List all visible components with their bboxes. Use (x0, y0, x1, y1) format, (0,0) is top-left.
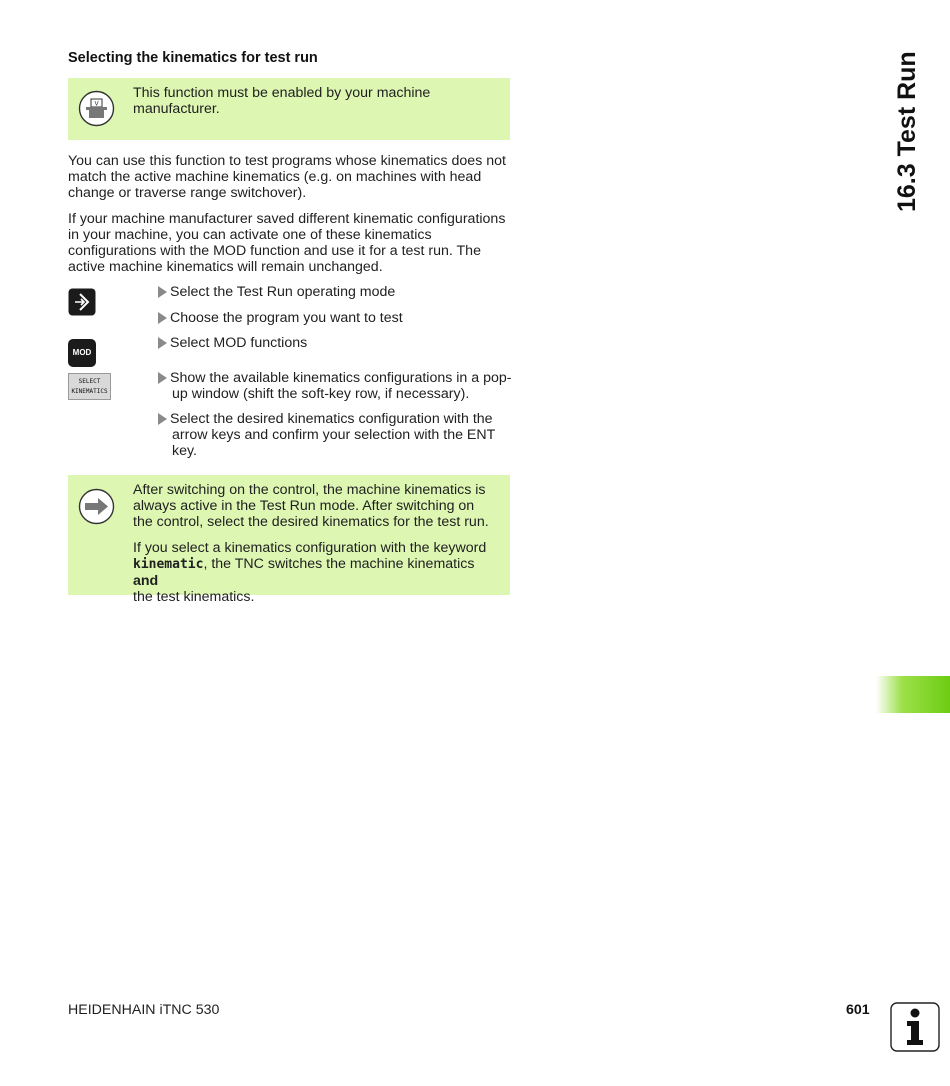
step-text: Select the Test Run operating mode (170, 284, 396, 300)
note-line: After switching on the control, the machine kinematics is (133, 482, 486, 498)
notice-line: manufacturer. (133, 101, 220, 117)
step-text: Choose the program you want to test (170, 310, 403, 326)
step-text: arrow keys and confirm your selection with the ENT (172, 427, 496, 443)
step-arrow-icon (158, 312, 167, 324)
note-line (133, 556, 502, 589)
softkey-label: KINEMATICS (71, 388, 108, 395)
chapter-tab-marker (876, 676, 950, 713)
configuration-paragraph (68, 211, 510, 275)
svg-text:V: V (94, 100, 99, 108)
intro-paragraph (68, 153, 510, 201)
keyword-kinematic: kinematic (133, 557, 204, 572)
paragraph-line: You can use this function to test programs whose kinematics does not (68, 153, 506, 169)
note-line: the test kinematics. (133, 589, 255, 605)
step-select-test-run (158, 284, 526, 300)
note-text: , the TNC switches the machine kinematics (203, 556, 475, 572)
paragraph-line: If your machine manufacturer saved different kinematic configurations (68, 211, 506, 227)
step-select-configuration (158, 411, 526, 459)
step-choose-program (158, 310, 526, 326)
section-heading: Selecting the kinematics for test run (68, 50, 318, 66)
step-text: Select MOD functions (170, 335, 308, 351)
paragraph-line: in your machine, you can activate one of these kinematics (68, 227, 432, 243)
note-emphasis: and (133, 573, 159, 589)
test-run-mode-key-icon (68, 288, 96, 316)
mod-key-icon: MOD (68, 339, 96, 367)
select-kinematics-softkey-icon (68, 373, 111, 400)
step-arrow-icon (158, 413, 167, 425)
paragraph-line: active machine kinematics will remain unchanged. (68, 259, 383, 275)
step-select-mod (158, 335, 526, 351)
step-text: Select the desired kinematics configuration with the (170, 411, 493, 427)
step-text: up window (shift the soft-key row, if necessary). (172, 386, 470, 402)
softkey-label: SELECT (78, 378, 101, 385)
notice-line: This function must be enabled by your machine (133, 85, 431, 101)
footer-product-name: HEIDENHAIN iTNC 530 (68, 1002, 220, 1018)
note-line: the control, select the desired kinematics for the test run. (133, 514, 489, 530)
paragraph-line: match the active machine kinematics (e.g. on machines with head (68, 169, 482, 185)
step-text: Show the available kinematics configurations in a pop- (170, 370, 512, 386)
step-text: key. (172, 443, 197, 459)
page-number: 601 (846, 1002, 870, 1018)
paragraph-line: configurations with the MOD function and use it for a test run. The (68, 243, 481, 259)
step-show-kinematics (158, 370, 526, 402)
note-line: always active in the Test Run mode. After switching on (133, 498, 475, 514)
step-arrow-icon (158, 286, 167, 298)
info-icon (890, 1002, 940, 1052)
step-arrow-icon (158, 372, 167, 384)
chapter-sidebar-title: 16.3 Test Run (893, 51, 921, 212)
note-line: If you select a kinematics configuration with the keyword (133, 540, 487, 556)
arrow-right-icon (78, 488, 115, 525)
machine-manufacturer-icon (78, 90, 115, 127)
step-arrow-icon (158, 337, 167, 349)
kinematics-note (68, 475, 510, 605)
manufacturer-notice (68, 78, 510, 140)
paragraph-line: change or traverse range switchover). (68, 185, 307, 201)
